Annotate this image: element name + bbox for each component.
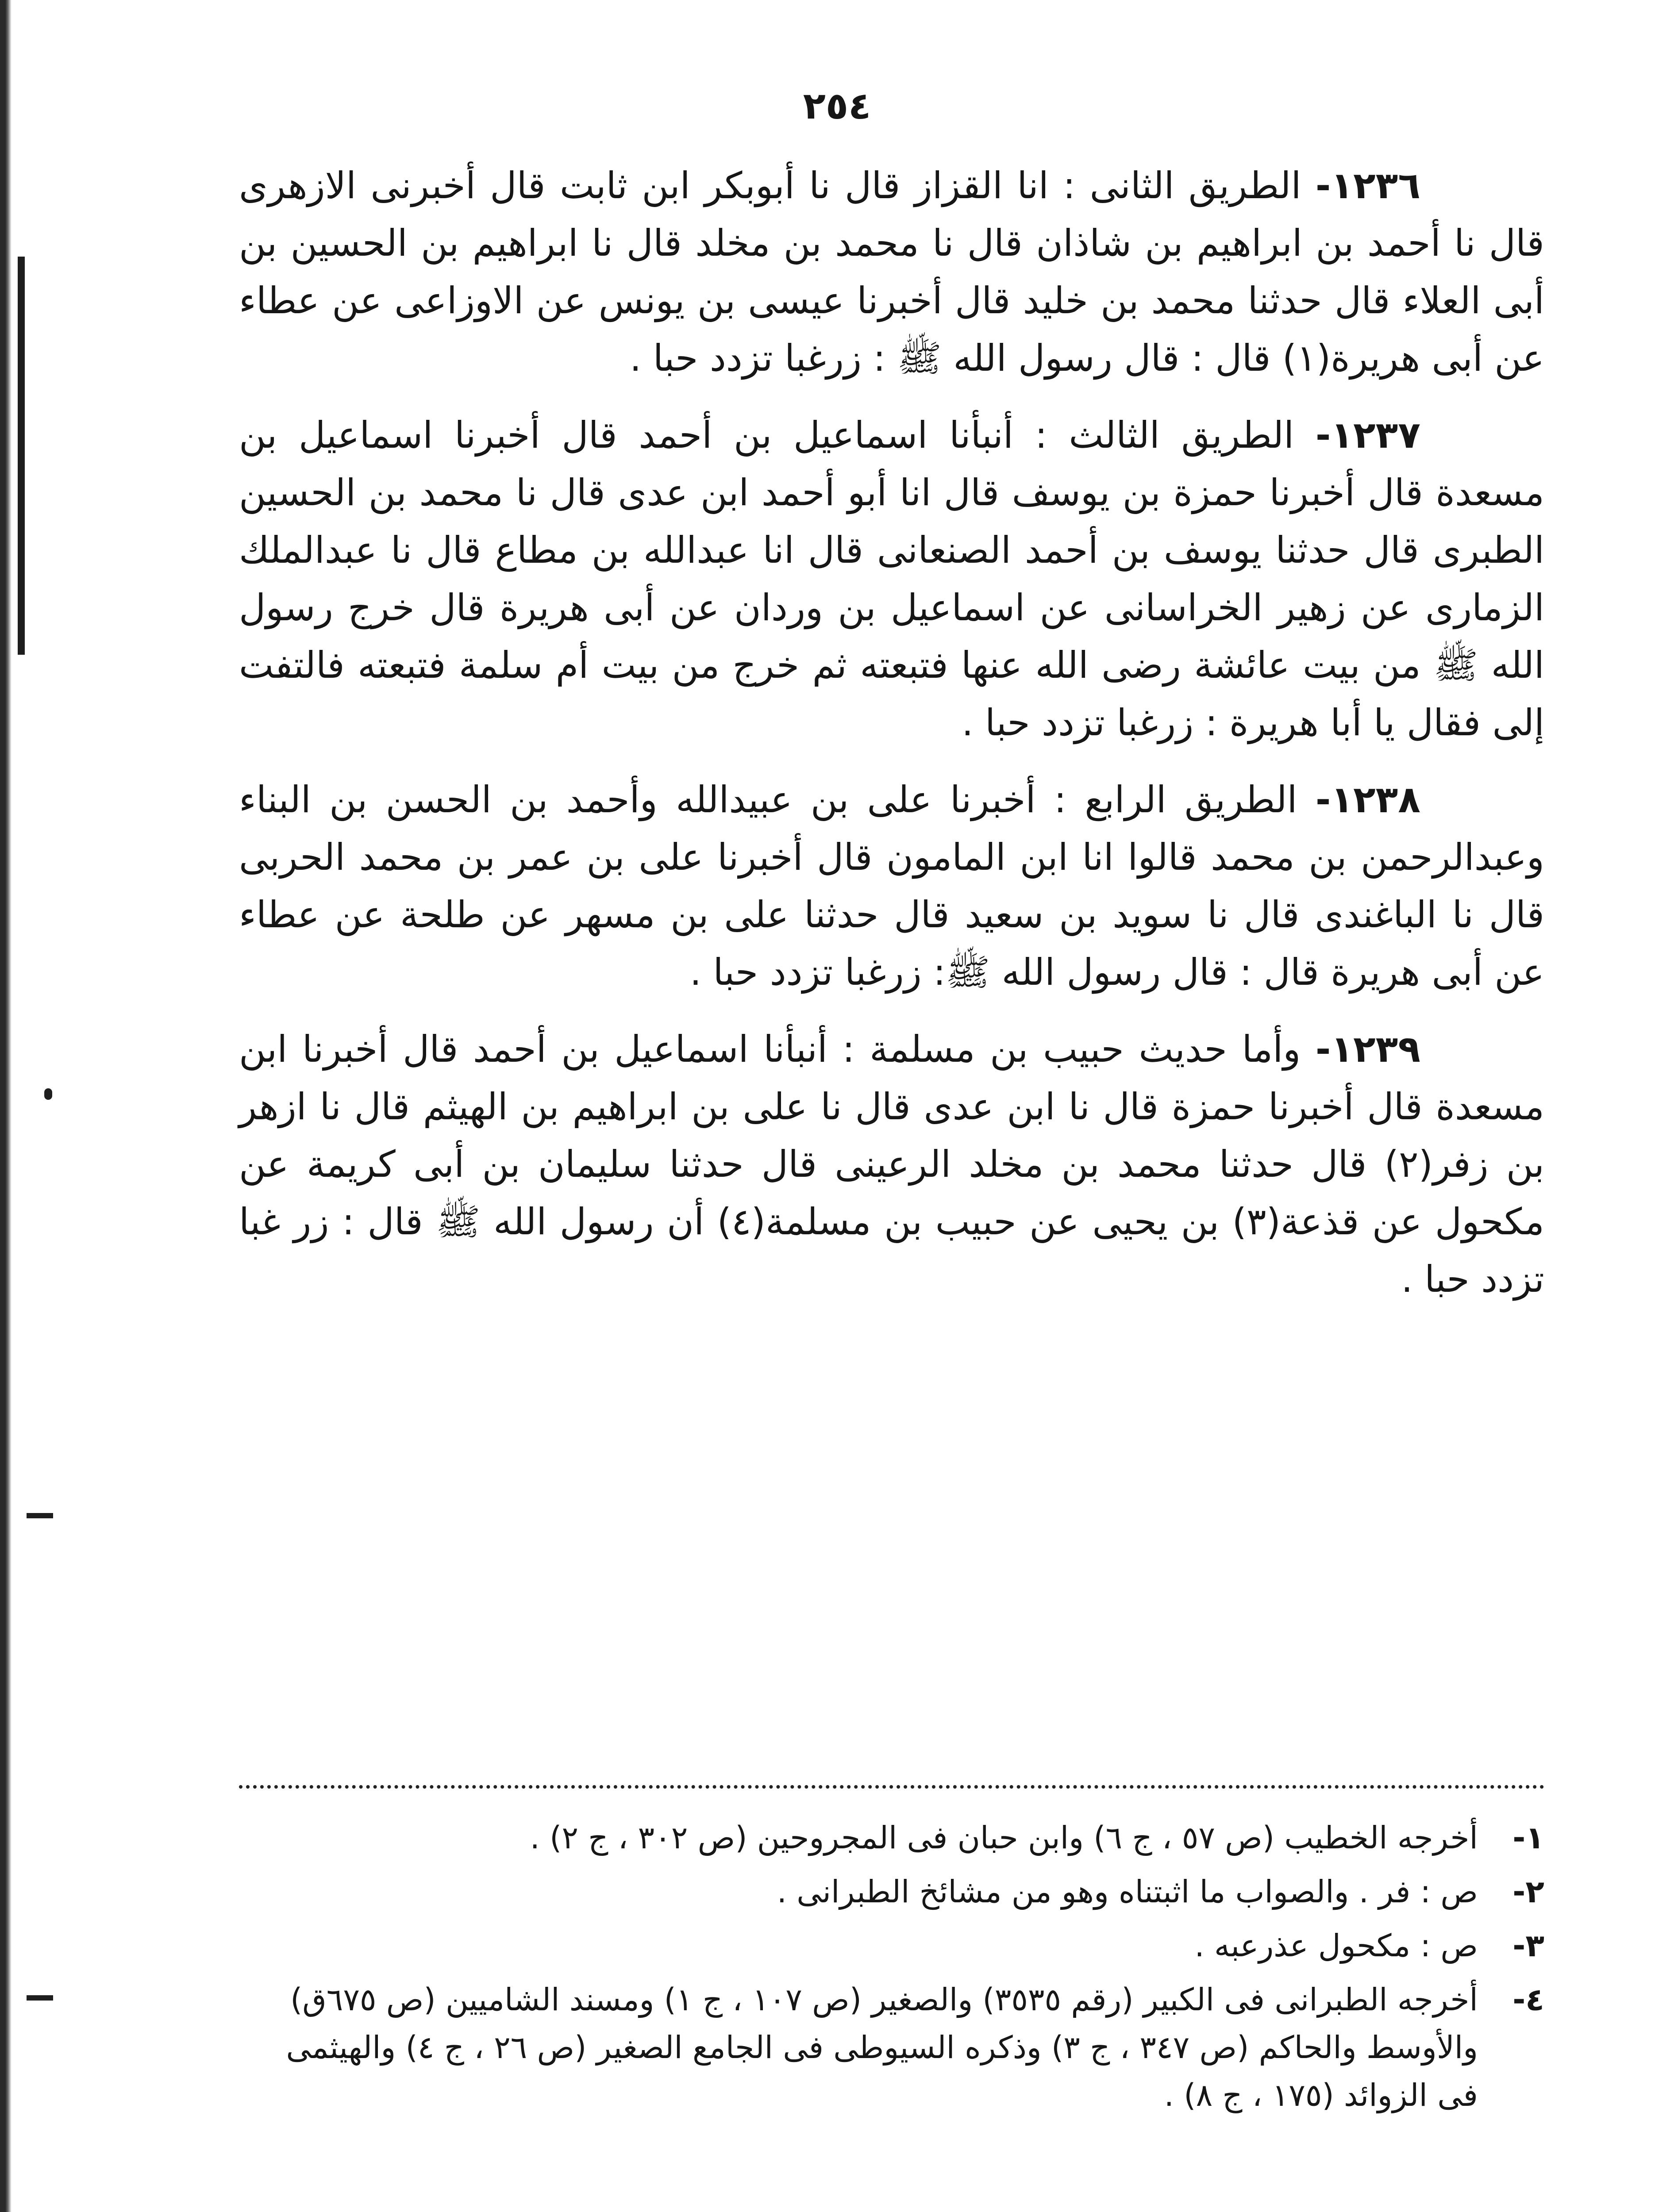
text-line: الطريق الثالث : أنبأنا اسماعيل بن أحمد قال أخبرنا اسماعيل بن bbox=[239, 414, 1294, 457]
footnote-text: ص : مكحول عذرعبه . bbox=[1194, 1928, 1478, 1964]
hadith-paragraph-1236 bbox=[239, 157, 1544, 387]
text-line: الطريق الثانى : انا القزاز قال نا أبوبكر ابن ثابت قال أخبرنى bbox=[370, 164, 1301, 207]
hadith-number: ١٢٣٦- bbox=[1315, 164, 1420, 207]
text-line: وأما حديث حبيب بن مسلمة : أنبأنا اسماعيل بن أحمد قال أخبرنا bbox=[302, 1028, 1301, 1071]
text-line: زر غبا تزدد حبا . bbox=[239, 1200, 1544, 1301]
footnote-3 bbox=[239, 1922, 1544, 1970]
text-line: عبدالملك الزمارى عن زهير الخراسانى عن اسماعيل بن وردان عن أبى هريرة bbox=[239, 529, 1545, 629]
hadith-paragraph-1238 bbox=[239, 771, 1544, 1001]
page-number: ٢٥٤ bbox=[803, 84, 871, 127]
text-line: الازهرى قال نا أحمد بن ابراهيم بن شاذان قال نا محمد بن مخلد قال نا ابراهيم بن bbox=[239, 164, 1544, 265]
text-line: الطريق الرابع : أخبرنا على بن عبيدالله وأحمد بن الحسن بن البناء bbox=[239, 778, 1297, 821]
footnote-label: ١- bbox=[1512, 1820, 1544, 1856]
footnote-label: ٣- bbox=[1512, 1928, 1544, 1964]
hadith-number: ١٢٣٨- bbox=[1315, 778, 1420, 821]
scan-edge-mark bbox=[27, 1513, 53, 1518]
text-line: وعبدالرحمن بن محمد قالوا انا ابن المامون قال أخبرنا على بن عمر بن محمد bbox=[359, 836, 1544, 879]
footnote-4 bbox=[239, 1976, 1544, 2119]
hadith-number: ١٢٣٧- bbox=[1315, 414, 1420, 457]
hadith-paragraph-1239 bbox=[239, 1021, 1544, 1308]
text-line: الحسين الطبرى قال حدثنا يوسف بن أحمد الصنعانى قال انا عبدالله بن مطاع قال نا bbox=[239, 471, 1544, 572]
text-line: الاوزاعى عن عطاء عن أبى هريرة(١) قال : قال رسول الله ﷺ : زرغبا تزدد حبا . bbox=[239, 279, 1544, 380]
text-line: مسعدة قال أخبرنا حمزة بن يوسف قال انا أبو أحمد ابن عدى قال نا محمد بن bbox=[368, 471, 1544, 514]
footnote-separator bbox=[239, 1785, 1544, 1789]
hadith-number: ١٢٣٩- bbox=[1315, 1028, 1420, 1071]
footnote-text: أخرجه الطبرانى فى الكبير (رقم ٣٥٣٥) والصغير (ص ١٠٧ ، ج ١) ومسند الشاميين (ص ٦٧٥ق) والأوسط والحاكم (ص ٣٤٧ ، ج ٣) وذكره السيوطى فى الجامع الصغير (ص ٢٦ ، ج ٤) والهيثمى فى الزوائد (١٧٥ ، ج ٨) . bbox=[286, 1982, 1478, 2113]
text-line: الحسين بن أبى العلاء قال حدثنا محمد بن خليد قال أخبرنا عيسى بن يونس عن bbox=[239, 222, 1544, 322]
scan-edge-mark bbox=[44, 1088, 52, 1100]
footnotes bbox=[239, 1814, 1544, 2125]
text-line: عن مكحول عن قذعة(٣) بن يحيى عن حبيب بن مسلمة(٤) أن رسول الله ﷺ قال : bbox=[239, 1143, 1544, 1243]
footnote-1 bbox=[239, 1814, 1544, 1862]
footnote-text: ص : فر . والصواب ما اثبتناه وهو من مشائخ الطبرانى . bbox=[777, 1874, 1478, 1910]
footnote-label: ٢- bbox=[1512, 1874, 1544, 1910]
text-line: طلحة عن عطاء عن أبى هريرة قال : قال رسول الله ﷺ: زرغبا تزدد حبا . bbox=[239, 893, 1544, 994]
hadith-paragraph-1237 bbox=[239, 407, 1544, 752]
text-line: ابن مسعدة قال أخبرنا حمزة قال نا ابن عدى قال نا على بن ابراهيم بن الهيثم قال نا bbox=[239, 1028, 1544, 1128]
text-line: ازهر بن زفر(٢) قال حدثنا محمد بن مخلد الرعينى قال حدثنا سليمان بن أبى كريمة bbox=[239, 1085, 1544, 1186]
footnote-text: أخرجه الخطيب (ص ٥٧ ، ج ٦) وابن حبان فى المجروحين (ص ٣٠٢ ، ج ٢) . bbox=[530, 1820, 1478, 1856]
scan-binding-edge bbox=[0, 0, 12, 2212]
footnote-2 bbox=[239, 1868, 1544, 1916]
text-line: أم سلمة فتبعته فالتفت إلى فقال يا أبا هريرة : زرغبا تزدد حبا . bbox=[239, 644, 1544, 744]
scan-edge-mark bbox=[18, 257, 25, 655]
footnote-label: ٤- bbox=[1512, 1982, 1544, 2018]
hadith-text bbox=[239, 157, 1544, 1328]
text-line: قال خرج رسول الله ﷺ من بيت عائشة رضى الله عنها فتبعته ثم خرج من بيت bbox=[239, 586, 1544, 687]
scan-edge-mark bbox=[27, 1995, 53, 2001]
text-line: الحربى قال نا الباغندى قال نا سويد بن سعيد قال حدثنا على بن مسهر عن bbox=[239, 836, 1544, 936]
